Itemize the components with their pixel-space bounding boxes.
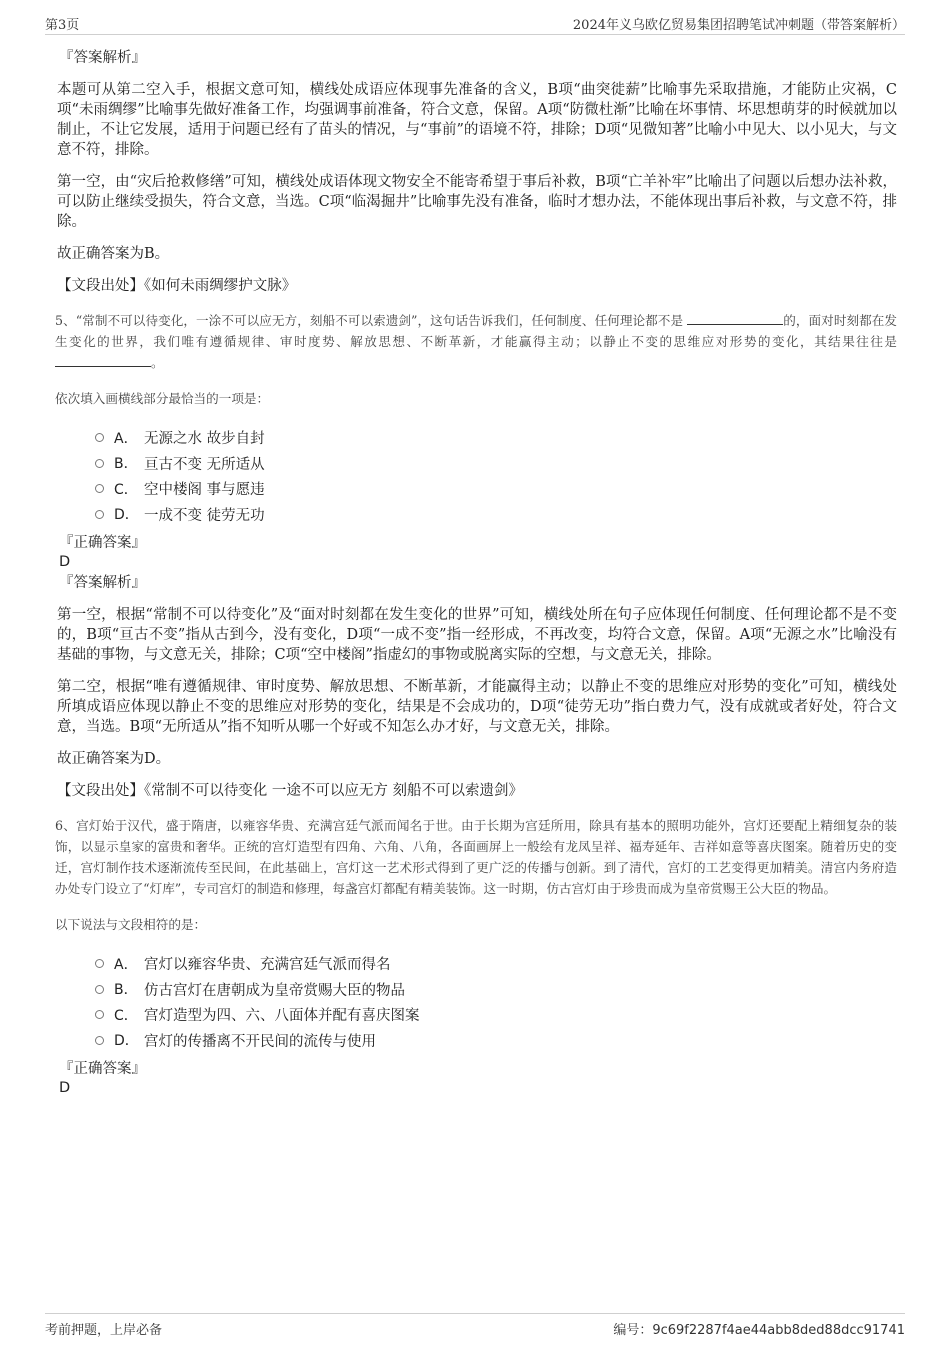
page-number: 第3页 <box>45 18 80 33</box>
q5-prompt: 依次填入画横线部分最恰当的一项是： <box>55 391 270 406</box>
radio-icon[interactable] <box>95 985 104 994</box>
option-letter: B． <box>114 456 138 473</box>
q5-answer-tag: 『正确答案』 <box>59 535 146 551</box>
option-text: 仿古宫灯在唐朝成为皇帝赏赐大臣的物品 <box>144 982 405 999</box>
option-text: 宫灯造型为四、六、八面体并配有喜庆图案 <box>144 1008 420 1025</box>
code-value: 9c69f2287f4ae44abb8ded88dcc91741 <box>652 1323 905 1338</box>
radio-icon[interactable] <box>95 433 104 442</box>
option-letter: A． <box>114 956 138 973</box>
q4-source: 【文段出处】《如何未雨绸缪护文脉》 <box>57 278 297 294</box>
q5-source: 【文段出处】《常制不可以待变化 一途不可以应无方 刻船不可以索遗剑》 <box>57 783 523 799</box>
q6-option-b[interactable] <box>95 977 897 1003</box>
radio-icon[interactable] <box>95 484 104 493</box>
option-text: 宫灯的传播离不开民间的流传与使用 <box>144 1033 376 1050</box>
option-letter: B． <box>114 982 138 999</box>
footer-slogan: 考前押题，上岸必备 <box>45 1323 163 1338</box>
q5-blank-1 <box>687 312 783 325</box>
option-text: 无源之水 故步自封 <box>144 431 265 448</box>
q6-answer-tag: 『正确答案』 <box>59 1061 146 1077</box>
q5-option-a[interactable] <box>95 425 897 451</box>
q5-option-b[interactable] <box>95 451 897 477</box>
q5-analysis-tag: 『答案解析』 <box>59 575 146 591</box>
q6-option-d[interactable] <box>95 1028 897 1054</box>
q5-conclusion: 故正确答案为D。 <box>57 751 171 767</box>
page-footer <box>45 1313 905 1336</box>
option-letter: D． <box>114 507 139 524</box>
option-text: 空中楼阁 事与愿违 <box>144 482 265 499</box>
q4-analysis-tag: 『答案解析』 <box>59 50 146 66</box>
q5-stem <box>55 310 897 373</box>
q6-option-a[interactable] <box>95 951 897 977</box>
option-letter: C． <box>114 481 138 498</box>
radio-icon[interactable] <box>95 1010 104 1019</box>
q6-options <box>95 951 897 1053</box>
q6-stem: 6、宫灯始于汉代，盛于隋唐，以雍容华贵、充满宫廷气派而闻名于世。由于长期为宫廷所用，除具有基本的照明功能外，宫灯还要配上精细复杂的装饰，以显示皇家的富贵和奢华。正统的宫灯造型有四角、六角、八角，各面画屏上一般绘有龙凤呈祥、福寿延年、吉祥如意等喜庆图案。随着历史的变迁，宫灯制作技术逐渐流传至民间，在此基础上，宫灯这一艺术形式得到了更广泛的传播与创新。到了清代，宫灯的工艺变得更加精美。清宫内务府造办处专门设立了“灯库”，专司宫灯的制造和修理，每盏宫灯都配有精美装饰。这一时期，仿古宫灯由于珍贵而成为皇帝赏赐王公大臣的物品。 <box>55 818 897 896</box>
q5-answer: D <box>59 554 71 570</box>
option-letter: A． <box>114 430 138 447</box>
q4-analysis-paragraph-1: 本题可从第二空入手，根据文意可知，横线处成语应体现事先准备的含义，B项“曲突徙薪”比喻事先采取措施，才能防止灾祸，C项“未雨绸缪”比喻事先做好准备工作，均强调事前准备，符合文意，保留。A项“防微杜渐”比喻在坏事情、坏思想萌芽的时候就加以制止，不让它发展，适用于问题已经有了苗头的情况，与“事前”的语境不符，排除；D项“见微知著”比喻小中见大、以小见大，与文意不符，排除。 <box>57 82 897 158</box>
q5-stem-part-2: 的，面对时刻都在发生变化的世界，我们唯有遵循规律、审时度势、解放思想、不断革新，才能赢得主动；以静止不变的思维应对形势的变化，其结果往往是 <box>55 313 897 349</box>
radio-icon[interactable] <box>95 959 104 968</box>
radio-icon[interactable] <box>95 510 104 519</box>
option-text: 宫灯以雍容华贵、充满宫廷气派而得名 <box>144 957 391 974</box>
q4-conclusion: 故正确答案为B。 <box>57 246 170 262</box>
radio-icon[interactable] <box>95 459 104 468</box>
q6-answer: D <box>59 1080 71 1096</box>
q4-analysis-paragraph-2: 第一空，由“灾后抢救修缮”可知，横线处成语体现文物安全不能寄希望于事后补救，B项“亡羊补牢”比喻出了问题以后想办法补救，可以防止继续受损失，符合文意，当选。C项“临渴掘井”比喻事先没有准备，临时才想办法，不能体现出事后补救，与文意不符，排除。 <box>57 174 897 230</box>
q5-blank-2 <box>55 354 151 367</box>
option-text: 亘古不变 无所适从 <box>144 456 265 473</box>
page-header <box>45 12 905 35</box>
q5-analysis-paragraph-1: 第一空，根据“常制不可以待变化”及“面对时刻都在发生变化的世界”可知，横线处所在句子应体现任何制度、任何理论都不是不变的，B项“亘古不变”指从古到今，没有变化，D项“一成不变”指一经形成，不再改变，均符合文意，保留。A项“无源之水”比喻没有基础的事物，与文意无关，排除；C项“空中楼阁”指虚幻的事物或脱离实际的空想，与文意无关，排除。 <box>57 607 897 663</box>
document-title: 2024年义乌欧亿贸易集团招聘笔试冲刺题（带答案解析） <box>572 18 905 33</box>
q5-options <box>95 425 897 527</box>
option-letter: D． <box>114 1033 139 1050</box>
q5-option-c[interactable] <box>95 476 897 502</box>
code-label: 编号： <box>613 1323 653 1338</box>
q6-option-c[interactable] <box>95 1002 897 1028</box>
page-content <box>57 48 897 1099</box>
q6-prompt: 以下说法与文段相符的是： <box>55 917 207 932</box>
q5-option-d[interactable] <box>95 502 897 528</box>
option-text: 一成不变 徒劳无功 <box>144 507 265 524</box>
radio-icon[interactable] <box>95 1036 104 1045</box>
document-code <box>613 1319 905 1338</box>
q5-stem-part-1: 5、“常制不可以待变化，一涂不可以应无方，刻船不可以索遗剑”，这句话告诉我们，任何制度、任何理论都不是 <box>55 313 684 328</box>
q5-stem-part-3: 。 <box>151 355 164 370</box>
q5-analysis-paragraph-2: 第二空，根据“唯有遵循规律、审时度势、解放思想、不断革新，才能赢得主动；以静止不变的思维应对形势的变化”可知，横线处所填成语应体现以静止不变的思维应对形势的变化，结果是不会成功的，D项“徒劳无功”指白费力气，没有成就或者好处，符合文意，当选。B项“无所适从”指不知听从哪一个好或不知怎么办才好，与文意无关，排除。 <box>57 679 897 735</box>
option-letter: C． <box>114 1007 138 1024</box>
